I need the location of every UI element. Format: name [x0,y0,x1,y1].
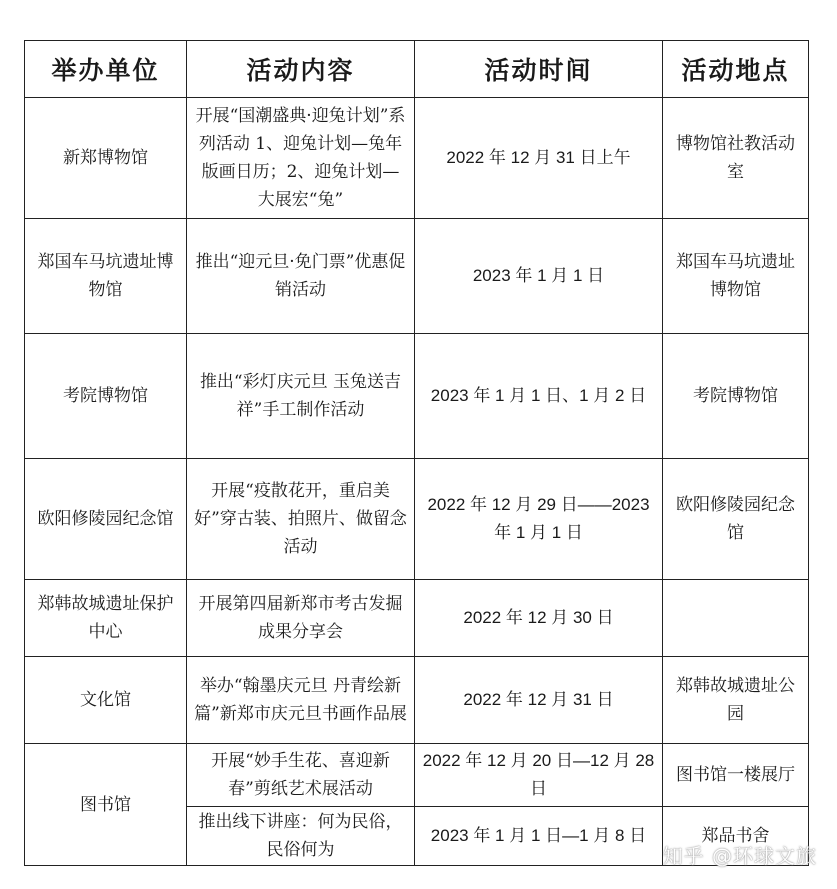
cell-content: 开展“国潮盛典·迎兔计划”系列活动 1、迎兔计划—兔年版画日历；2、迎兔计划—大展宏“兔” [187,98,415,219]
cell-venue: 郑韩故城遗址公园 [663,657,809,744]
cell-time: 2022 年 12 月 29 日——2023 年 1 月 1 日 [415,459,663,580]
cell-venue: 图书馆一楼展厅 [663,744,809,807]
cell-organizer: 图书馆 [25,744,187,866]
table-row [25,334,809,459]
cell-time: 2022 年 12 月 31 日上午 [415,98,663,219]
table-row [25,459,809,580]
cell-venue: 郑国车马坑遗址博物馆 [663,219,809,334]
header-organizer: 举办单位 [25,41,187,98]
cell-venue: 考院博物馆 [663,334,809,459]
header-venue: 活动地点 [663,41,809,98]
table-row [25,219,809,334]
cell-content: 推出“迎元旦·免门票”优惠促销活动 [187,219,415,334]
table-row [25,657,809,744]
cell-venue: 博物馆社教活动室 [663,98,809,219]
cell-organizer: 文化馆 [25,657,187,744]
cell-venue: 欧阳修陵园纪念馆 [663,459,809,580]
table-row [25,580,809,657]
cell-content: 推出线下讲座：何为民俗，民俗何为 [187,807,415,866]
cell-time: 2023 年 1 月 1 日、1 月 2 日 [415,334,663,459]
cell-content: 开展第四届新郑市考古发掘成果分享会 [187,580,415,657]
cell-time: 2022 年 12 月 20 日—12 月 28 日 [415,744,663,807]
cell-content: 开展“疫散花开，重启美好”穿古装、拍照片、做留念活动 [187,459,415,580]
cell-content: 举办“翰墨庆元旦 丹青绘新篇”新郑市庆元旦书画作品展 [187,657,415,744]
watermark: 知乎 @环球文旅 [662,844,817,868]
cell-organizer: 新郑博物馆 [25,98,187,219]
cell-organizer: 考院博物馆 [25,334,187,459]
cell-content: 推出“彩灯庆元旦 玉兔送吉祥”手工制作活动 [187,334,415,459]
events-table [24,40,809,866]
cell-venue [663,580,809,657]
header-content: 活动内容 [187,41,415,98]
cell-venue: 郑品书舍 [663,807,809,866]
cell-time: 2022 年 12 月 30 日 [415,580,663,657]
header-row [25,41,809,98]
cell-time: 2022 年 12 月 31 日 [415,657,663,744]
cell-organizer: 郑韩故城遗址保护中心 [25,580,187,657]
cell-time: 2023 年 1 月 1 日 [415,219,663,334]
cell-organizer: 欧阳修陵园纪念馆 [25,459,187,580]
table-row [25,98,809,219]
cell-time: 2023 年 1 月 1 日—1 月 8 日 [415,807,663,866]
cell-organizer: 郑国车马坑遗址博物馆 [25,219,187,334]
table-row [25,744,809,807]
header-time: 活动时间 [415,41,663,98]
cell-content: 开展“妙手生花、喜迎新春”剪纸艺术展活动 [187,744,415,807]
